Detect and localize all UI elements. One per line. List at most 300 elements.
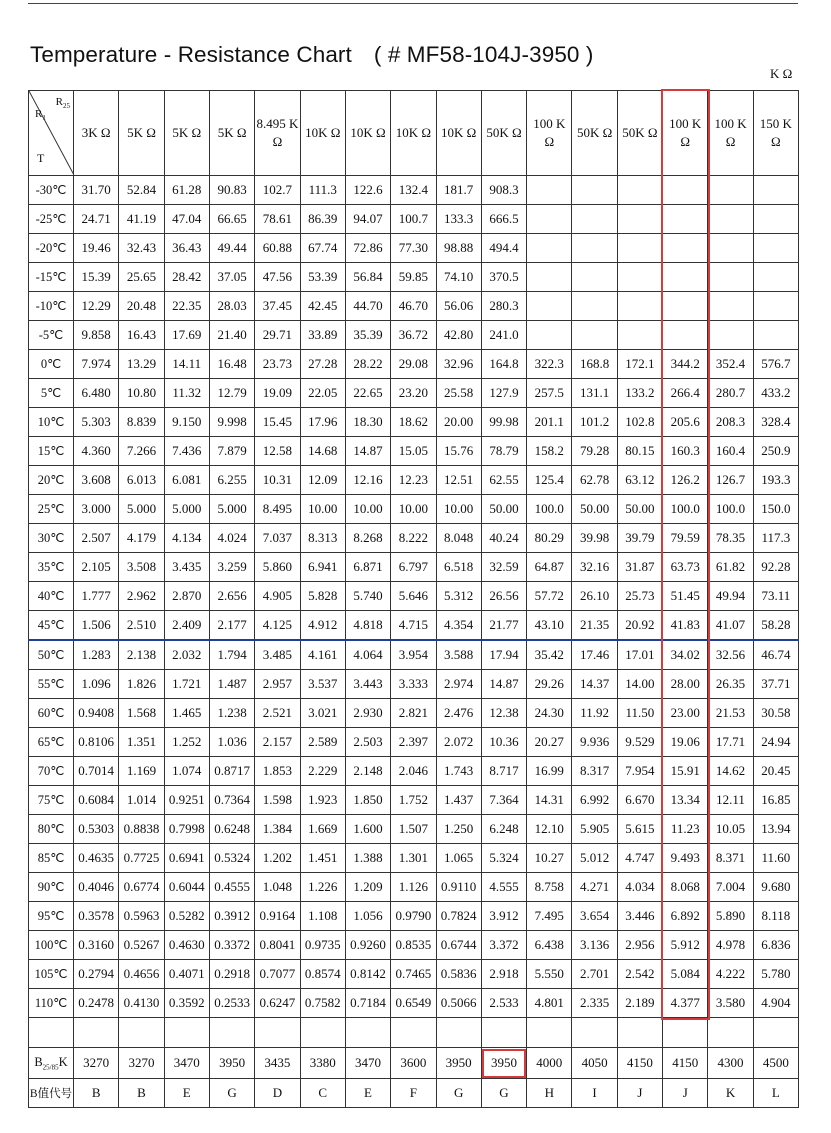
temperature-cell: -5℃	[29, 321, 74, 350]
resistance-cell: 576.7	[753, 350, 798, 379]
resistance-cell: 16.43	[119, 321, 164, 350]
resistance-cell: 6.941	[300, 553, 345, 582]
resistance-cell: 23.00	[663, 699, 708, 728]
resistance-cell: 5.615	[617, 815, 662, 844]
b-value-cell: 4500	[753, 1048, 798, 1079]
resistance-cell: 17.96	[300, 408, 345, 437]
empty-cell	[29, 1018, 74, 1048]
resistance-cell: 1.126	[391, 873, 436, 902]
resistance-cell: 8.317	[572, 757, 617, 786]
temperature-cell: 110℃	[29, 989, 74, 1018]
b-value-cell: 3270	[119, 1048, 164, 1079]
temperature-cell: 50℃	[29, 640, 74, 670]
resistance-cell: 0.3372	[209, 931, 254, 960]
resistance-cell: 8.222	[391, 524, 436, 553]
resistance-cell: 9.493	[663, 844, 708, 873]
resistance-cell: 79.28	[572, 437, 617, 466]
resistance-cell: 2.335	[572, 989, 617, 1018]
resistance-cell: 1.283	[74, 640, 119, 670]
r25-sub: 25	[63, 102, 70, 111]
resistance-cell: 0.7077	[255, 960, 300, 989]
resistance-cell: 0.5267	[119, 931, 164, 960]
resistance-cell: 37.71	[753, 670, 798, 699]
resistance-cell: 0.9790	[391, 902, 436, 931]
resistance-cell: 150.0	[753, 495, 798, 524]
resistance-cell: 4.354	[436, 611, 481, 641]
temperature-cell: 80℃	[29, 815, 74, 844]
resistance-cell: 0.6248	[209, 815, 254, 844]
resistance-cell: 193.3	[753, 466, 798, 495]
resistance-cell: 5.000	[164, 495, 209, 524]
resistance-cell: 15.45	[255, 408, 300, 437]
b-code-cell: K	[708, 1079, 753, 1108]
resistance-cell: 5.646	[391, 582, 436, 611]
resistance-cell: 62.55	[481, 466, 526, 495]
resistance-cell: 0.5066	[436, 989, 481, 1018]
resistance-cell: 6.670	[617, 786, 662, 815]
resistance-cell: 666.5	[481, 205, 526, 234]
resistance-cell: 14.00	[617, 670, 662, 699]
resistance-cell: 29.26	[527, 670, 572, 699]
resistance-cell: 20.48	[119, 292, 164, 321]
resistance-cell: 77.30	[391, 234, 436, 263]
resistance-cell: 3.654	[572, 902, 617, 931]
resistance-cell: 3.537	[300, 670, 345, 699]
resistance-cell: 133.3	[436, 205, 481, 234]
resistance-cell: 2.542	[617, 960, 662, 989]
t-label: T	[37, 151, 45, 165]
b-code-cell: E	[164, 1079, 209, 1108]
column-header: 100 K Ω	[708, 91, 753, 176]
resistance-cell: 3.000	[74, 495, 119, 524]
resistance-cell: 25.58	[436, 379, 481, 408]
b-value-cell: 3470	[164, 1048, 209, 1079]
resistance-cell: 12.51	[436, 466, 481, 495]
resistance-cell: 111.3	[300, 176, 345, 205]
resistance-cell: 125.4	[527, 466, 572, 495]
resistance-cell: 43.10	[527, 611, 572, 641]
resistance-cell: 9.858	[74, 321, 119, 350]
resistance-cell: 100.0	[527, 495, 572, 524]
resistance-cell: 4.818	[345, 611, 390, 641]
resistance-cell: 17.69	[164, 321, 209, 350]
resistance-cell: 17.46	[572, 640, 617, 670]
resistance-cell	[617, 205, 662, 234]
resistance-cell: 2.189	[617, 989, 662, 1018]
resistance-cell: 7.436	[164, 437, 209, 466]
resistance-cell	[617, 321, 662, 350]
resistance-cell: 2.177	[209, 611, 254, 641]
resistance-cell: 5.740	[345, 582, 390, 611]
resistance-cell	[527, 263, 572, 292]
resistance-cell: 0.7364	[209, 786, 254, 815]
resistance-cell: 8.717	[481, 757, 526, 786]
resistance-cell: 20.00	[436, 408, 481, 437]
resistance-cell: 1.465	[164, 699, 209, 728]
resistance-cell: 40.24	[481, 524, 526, 553]
empty-cell	[527, 1018, 572, 1048]
resistance-cell: 10.27	[527, 844, 572, 873]
resistance-cell: 2.701	[572, 960, 617, 989]
temperature-cell: 90℃	[29, 873, 74, 902]
temperature-cell: 65℃	[29, 728, 74, 757]
column-header: 10K Ω	[436, 91, 481, 176]
resistance-cell: 1.437	[436, 786, 481, 815]
resistance-cell	[572, 234, 617, 263]
resistance-cell: 52.84	[119, 176, 164, 205]
resistance-cell: 1.384	[255, 815, 300, 844]
b-code-cell: F	[391, 1079, 436, 1108]
resistance-cell: 0.6941	[164, 844, 209, 873]
resistance-cell: 0.2794	[74, 960, 119, 989]
b-code-cell: E	[345, 1079, 390, 1108]
empty-cell	[209, 1018, 254, 1048]
resistance-cell: 5.780	[753, 960, 798, 989]
resistance-cell: 3.608	[74, 466, 119, 495]
resistance-cell: 9.150	[164, 408, 209, 437]
resistance-cell: 126.7	[708, 466, 753, 495]
resistance-cell: 41.83	[663, 611, 708, 641]
resistance-cell: 12.29	[74, 292, 119, 321]
b-value-cell: 3380	[300, 1048, 345, 1079]
resistance-cell: 32.96	[436, 350, 481, 379]
resistance-cell: 0.6084	[74, 786, 119, 815]
resistance-cell: 4.161	[300, 640, 345, 670]
resistance-cell: 3.912	[481, 902, 526, 931]
table-row	[29, 350, 799, 379]
b-value-cell: 4300	[708, 1048, 753, 1079]
resistance-cell: 12.23	[391, 466, 436, 495]
b-value-label	[29, 1048, 74, 1079]
resistance-cell: 47.04	[164, 205, 209, 234]
resistance-cell: 2.476	[436, 699, 481, 728]
resistance-cell: 37.05	[209, 263, 254, 292]
table-row	[29, 524, 799, 553]
resistance-cell: 10.05	[708, 815, 753, 844]
b-code-cell: B	[74, 1079, 119, 1108]
column-header: 10K Ω	[300, 91, 345, 176]
resistance-cell: 1.669	[300, 815, 345, 844]
resistance-cell: 0.4555	[209, 873, 254, 902]
resistance-cell: 0.5836	[436, 960, 481, 989]
resistance-cell: 23.73	[255, 350, 300, 379]
title-text: Temperature - Resistance Chart	[30, 42, 352, 67]
resistance-cell: 280.3	[481, 292, 526, 321]
resistance-cell: 8.048	[436, 524, 481, 553]
resistance-cell	[753, 263, 798, 292]
resistance-cell: 132.4	[391, 176, 436, 205]
resistance-cell: 16.85	[753, 786, 798, 815]
resistance-cell: 2.507	[74, 524, 119, 553]
resistance-cell: 42.80	[436, 321, 481, 350]
temperature-cell: 20℃	[29, 466, 74, 495]
temperature-cell: 35℃	[29, 553, 74, 582]
resistance-cell: 39.98	[572, 524, 617, 553]
table-row	[29, 408, 799, 437]
resistance-cell: 2.956	[617, 931, 662, 960]
resistance-cell: 0.9408	[74, 699, 119, 728]
resistance-cell: 2.397	[391, 728, 436, 757]
resistance-cell: 1.238	[209, 699, 254, 728]
resistance-cell: 0.2478	[74, 989, 119, 1018]
resistance-cell: 322.3	[527, 350, 572, 379]
resistance-cell: 9.998	[209, 408, 254, 437]
temperature-cell: 40℃	[29, 582, 74, 611]
resistance-cell: 0.5282	[164, 902, 209, 931]
resistance-cell	[527, 292, 572, 321]
b-value-cell: 4000	[527, 1048, 572, 1079]
resistance-cell: 266.4	[663, 379, 708, 408]
resistance-cell: 92.28	[753, 553, 798, 582]
resistance-cell	[753, 176, 798, 205]
resistance-cell: 50.00	[481, 495, 526, 524]
resistance-cell: 26.10	[572, 582, 617, 611]
resistance-cell: 31.70	[74, 176, 119, 205]
resistance-cell: 32.56	[708, 640, 753, 670]
resistance-cell: 50.00	[572, 495, 617, 524]
b-code-cell: H	[527, 1079, 572, 1108]
resistance-cell: 22.35	[164, 292, 209, 321]
resistance-cell: 4.179	[119, 524, 164, 553]
resistance-cell: 6.480	[74, 379, 119, 408]
table-row	[29, 844, 799, 873]
resistance-cell: 20.27	[527, 728, 572, 757]
resistance-cell: 51.45	[663, 582, 708, 611]
column-header: 5K Ω	[164, 91, 209, 176]
corner-cell	[29, 91, 74, 176]
resistance-cell	[527, 205, 572, 234]
resistance-cell: 3.259	[209, 553, 254, 582]
temperature-cell: 5℃	[29, 379, 74, 408]
r1-main: R	[35, 108, 43, 120]
resistance-cell: 3.954	[391, 640, 436, 670]
resistance-cell	[708, 234, 753, 263]
temperature-cell: 70℃	[29, 757, 74, 786]
resistance-cell: 0.3912	[209, 902, 254, 931]
resistance-cell: 35.39	[345, 321, 390, 350]
resistance-cell: 56.06	[436, 292, 481, 321]
resistance-cell: 9.529	[617, 728, 662, 757]
resistance-cell: 1.600	[345, 815, 390, 844]
resistance-cell: 3.508	[119, 553, 164, 582]
resistance-cell: 29.08	[391, 350, 436, 379]
resistance-cell: 5.324	[481, 844, 526, 873]
resistance-cell: 19.46	[74, 234, 119, 263]
resistance-cell: 21.77	[481, 611, 526, 641]
resistance-cell: 11.32	[164, 379, 209, 408]
table-row	[29, 960, 799, 989]
resistance-cell: 1.108	[300, 902, 345, 931]
resistance-cell: 1.752	[391, 786, 436, 815]
resistance-cell: 8.313	[300, 524, 345, 553]
resistance-cell: 8.068	[663, 873, 708, 902]
resistance-cell: 10.00	[345, 495, 390, 524]
resistance-cell: 0.6247	[255, 989, 300, 1018]
resistance-cell: 74.10	[436, 263, 481, 292]
resistance-cell	[753, 292, 798, 321]
resistance-cell: 10.00	[300, 495, 345, 524]
resistance-cell: 164.8	[481, 350, 526, 379]
resistance-cell: 72.86	[345, 234, 390, 263]
resistance-cell: 1.351	[119, 728, 164, 757]
resistance-cell: 3.580	[708, 989, 753, 1018]
resistance-cell	[617, 292, 662, 321]
resistance-cell: 1.794	[209, 640, 254, 670]
resistance-cell: 10.36	[481, 728, 526, 757]
resistance-cell: 0.4635	[74, 844, 119, 873]
resistance-cell: 433.2	[753, 379, 798, 408]
resistance-cell: 4.715	[391, 611, 436, 641]
table-row	[29, 873, 799, 902]
table-row	[29, 611, 799, 641]
temperature-cell: 45℃	[29, 611, 74, 641]
resistance-cell: 22.05	[300, 379, 345, 408]
table-row	[29, 466, 799, 495]
resistance-cell: 24.30	[527, 699, 572, 728]
resistance-cell: 160.4	[708, 437, 753, 466]
resistance-cell: 56.84	[345, 263, 390, 292]
resistance-cell: 14.68	[300, 437, 345, 466]
table-row	[29, 815, 799, 844]
resistance-cell: 0.3160	[74, 931, 119, 960]
resistance-cell: 12.79	[209, 379, 254, 408]
resistance-cell: 4.905	[255, 582, 300, 611]
resistance-cell: 102.8	[617, 408, 662, 437]
table-row	[29, 263, 799, 292]
resistance-cell: 16.99	[527, 757, 572, 786]
resistance-cell: 5.000	[119, 495, 164, 524]
b-code-cell: I	[572, 1079, 617, 1108]
column-header: 50K Ω	[572, 91, 617, 176]
resistance-cell: 5.890	[708, 902, 753, 931]
resistance-cell: 28.00	[663, 670, 708, 699]
resistance-cell: 18.62	[391, 408, 436, 437]
resistance-cell: 12.09	[300, 466, 345, 495]
b-code-cell: G	[481, 1079, 526, 1108]
resistance-cell: 208.3	[708, 408, 753, 437]
b-label-sub: 25/85	[42, 1063, 59, 1072]
resistance-cell: 5.012	[572, 844, 617, 873]
resistance-cell	[663, 234, 708, 263]
table-row	[29, 553, 799, 582]
resistance-cell: 80.29	[527, 524, 572, 553]
resistance-cell: 7.495	[527, 902, 572, 931]
resistance-cell: 0.4071	[164, 960, 209, 989]
temperature-cell: 25℃	[29, 495, 74, 524]
resistance-cell: 1.065	[436, 844, 481, 873]
resistance-cell: 5.828	[300, 582, 345, 611]
resistance-cell: 2.656	[209, 582, 254, 611]
resistance-cell: 80.15	[617, 437, 662, 466]
resistance-cell	[753, 205, 798, 234]
table-row	[29, 379, 799, 408]
resistance-cell: 12.10	[527, 815, 572, 844]
b-value-cell: 3600	[391, 1048, 436, 1079]
resistance-cell: 1.014	[119, 786, 164, 815]
resistance-cell	[572, 176, 617, 205]
resistance-cell: 4.125	[255, 611, 300, 641]
resistance-cell: 7.364	[481, 786, 526, 815]
resistance-cell: 3.136	[572, 931, 617, 960]
resistance-cell: 99.98	[481, 408, 526, 437]
resistance-cell: 8.118	[753, 902, 798, 931]
resistance-cell: 41.07	[708, 611, 753, 641]
resistance-cell: 12.16	[345, 466, 390, 495]
resistance-cell: 4.555	[481, 873, 526, 902]
column-header: 150 K Ω	[753, 91, 798, 176]
resistance-cell: 12.38	[481, 699, 526, 728]
resistance-cell	[663, 263, 708, 292]
resistance-cell: 5.084	[663, 960, 708, 989]
temperature-cell: -20℃	[29, 234, 74, 263]
empty-cell	[119, 1018, 164, 1048]
resistance-cell: 0.8717	[209, 757, 254, 786]
b-value-cell: 3435	[255, 1048, 300, 1079]
resistance-cell: 32.43	[119, 234, 164, 263]
resistance-cell: 24.94	[753, 728, 798, 757]
table-row	[29, 437, 799, 466]
resistance-cell: 0.7014	[74, 757, 119, 786]
resistance-cell: 66.65	[209, 205, 254, 234]
column-header: 8.495 K Ω	[255, 91, 300, 176]
resistance-cell: 10.80	[119, 379, 164, 408]
resistance-cell	[617, 263, 662, 292]
resistance-cell: 201.1	[527, 408, 572, 437]
resistance-cell: 0.8838	[119, 815, 164, 844]
resistance-cell: 127.9	[481, 379, 526, 408]
resistance-cell: 28.03	[209, 292, 254, 321]
resistance-cell: 1.301	[391, 844, 436, 873]
resistance-cell: 5.312	[436, 582, 481, 611]
column-header: 10K Ω	[391, 91, 436, 176]
resistance-cell: 100.0	[708, 495, 753, 524]
resistance-cell	[753, 321, 798, 350]
resistance-cell	[572, 321, 617, 350]
page-title	[30, 42, 594, 68]
resistance-cell: 5.912	[663, 931, 708, 960]
resistance-cell: 78.79	[481, 437, 526, 466]
resistance-cell: 32.59	[481, 553, 526, 582]
table-row	[29, 989, 799, 1018]
resistance-cell: 25.73	[617, 582, 662, 611]
resistance-cell: 5.860	[255, 553, 300, 582]
resistance-cell: 10.00	[391, 495, 436, 524]
b-code-cell: J	[663, 1079, 708, 1108]
table-row	[29, 670, 799, 699]
resistance-cell: 126.2	[663, 466, 708, 495]
resistance-cell: 63.12	[617, 466, 662, 495]
table-row	[29, 495, 799, 524]
resistance-cell: 344.2	[663, 350, 708, 379]
resistance-cell: 15.39	[74, 263, 119, 292]
b-value-cell: 4050	[572, 1048, 617, 1079]
resistance-cell: 42.45	[300, 292, 345, 321]
resistance-cell: 4.064	[345, 640, 390, 670]
temperature-cell: -10℃	[29, 292, 74, 321]
resistance-cell	[663, 292, 708, 321]
r25-main: R	[55, 96, 63, 108]
resistance-cell: 2.148	[345, 757, 390, 786]
table-row	[29, 931, 799, 960]
resistance-cell: 0.8041	[255, 931, 300, 960]
resistance-cell: 0.4046	[74, 873, 119, 902]
top-rule	[28, 3, 798, 4]
table-row	[29, 640, 799, 670]
resistance-cell: 46.70	[391, 292, 436, 321]
b-value-cell: 3950	[436, 1048, 481, 1079]
resistance-cell: 2.503	[345, 728, 390, 757]
resistance-cell: 257.5	[527, 379, 572, 408]
